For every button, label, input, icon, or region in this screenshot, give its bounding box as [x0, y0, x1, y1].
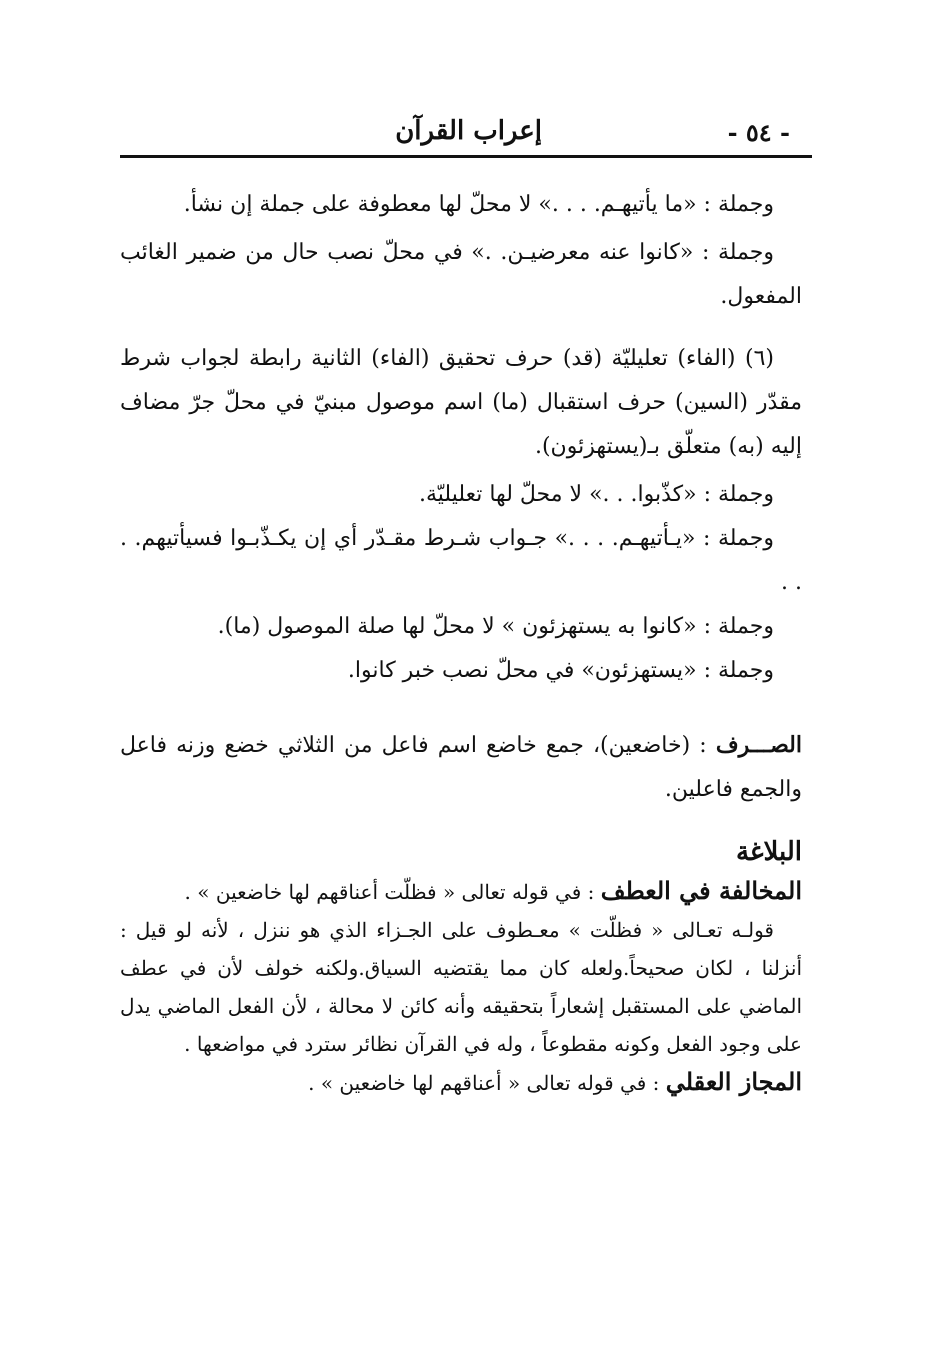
- balagha-item-2: [120, 1063, 802, 1102]
- header-divider: [120, 155, 812, 158]
- book-title: إعراب القرآن: [395, 116, 542, 146]
- balagha-item-2-label: المجاز العقلي: [665, 1067, 802, 1096]
- balagha-heading: البلاغة: [735, 837, 802, 867]
- balagha-item-1-label: المخالفة في العطف: [600, 876, 802, 905]
- page-body: [120, 183, 802, 1102]
- irab-paragraph-2: وجملة : «كانوا عنه معرضيـن. .» في محلّ نصب حال من ضمير الغائب المفعول.: [120, 240, 802, 309]
- balagha-item-1-text: : في قوله تعالى « فظلّت أعناقهم لها خاضعين » .: [184, 880, 595, 904]
- page-number: - ٥٤ -: [727, 118, 790, 147]
- balagha-item-1: [120, 872, 802, 911]
- irab-paragraph-5: وجملة : «يـأتيهـم. . . .» جـواب شـرط مقـدّر أي إن يكـذّبـوا فسيأتيهم. . . .: [120, 526, 802, 595]
- irab-paragraph-4: وجملة : «كذّبوا. . .» لا محلّ لها تعليليّة.: [418, 482, 774, 507]
- sarf-text: : (خاضعين)، جمع خاضع اسم فاعل من الثلاثي خضع وزنه فاعل والجمع فاعلين.: [120, 733, 802, 802]
- page-header: [120, 112, 812, 156]
- irab-paragraph-3: (٦) (الفاء) تعليليّة (قد) حرف تحقيق (الفاء) الثانية رابطة لجواب شرط مقدّر (السين) حرف استقبال (ما) اسم موصول مبنيّ في محلّ جرّ مضاف إليه (به) متعلّق بـ(يستهزئون).: [120, 346, 802, 459]
- balagha-item-2-text: : في قوله تعالى « أعناقهم لها خاضعين » .: [308, 1071, 660, 1095]
- irab-paragraph-1: وجملة : «ما يأتيهـم. . . .» لا محلّ لها معطوفة على جملة إن نشأ.: [183, 192, 774, 217]
- irab-paragraph-6: وجملة : «كانوا به يستهزئون » لا محلّ لها صلة الموصول (ما).: [217, 614, 774, 639]
- balagha-item-1-body: قولـه تعـالى « فظلّت » معـطوف على الجـزاء الذي هو ننزل ، لأنه لو قيل : أنزلنا ، لكان صحيحاً.ولعله كان مما يقتضيه السياق.ولكنه خولف لأن في عطف الماضي على المستقبل إشعاراً بتحقيقه وأنه كائن لا محالة ، لأن الفعل الماضي يدل على وجود الفعل وكونه مقطوعاً ، وله في القرآن نظائر سترد في مواضعها .: [120, 918, 802, 1056]
- sarf-paragraph: [120, 723, 802, 812]
- sarf-label: الصـــرف: [715, 732, 803, 758]
- balagha-section: [120, 872, 802, 1102]
- irab-paragraph-7: وجملة : «يستهزئون» في محلّ نصب خبر كانوا.: [347, 658, 774, 683]
